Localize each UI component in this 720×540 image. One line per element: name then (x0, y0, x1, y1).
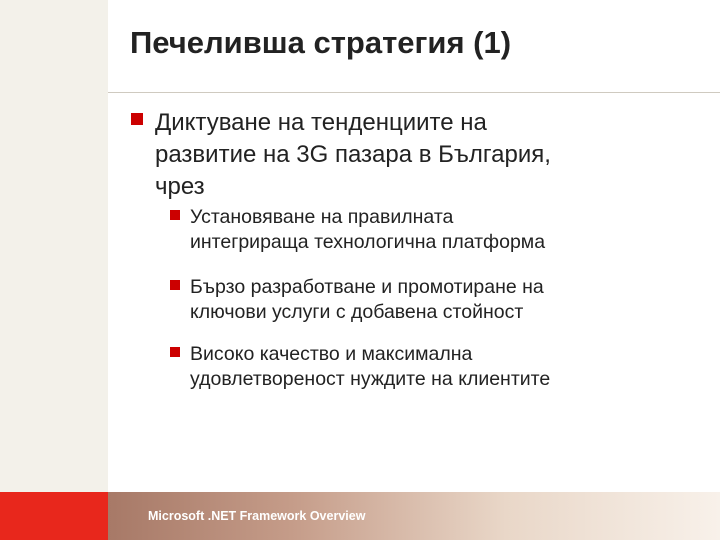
title-divider (108, 92, 720, 93)
main-bullet-line: чрез (155, 173, 205, 200)
sub-bullet-line: ключови услуги с добавена стойност (190, 301, 524, 323)
sub-bullet-line: интегрираща технологична платформа (190, 231, 546, 253)
square-bullet-icon (170, 280, 180, 290)
sub-bullet-text (190, 275, 700, 325)
sub-bullet-text (190, 342, 700, 392)
sub-bullet-line: Високо качество и максимална (190, 343, 473, 365)
main-bullet-line: Диктуване на тенденциите на (155, 109, 487, 136)
square-bullet-icon (131, 113, 143, 125)
sub-bullet-text (190, 205, 700, 255)
sub-bullet-line: Установяване на правилната (190, 206, 454, 228)
slide-title: Печеливша стратегия (1) (130, 25, 512, 60)
square-bullet-icon (170, 210, 180, 220)
sub-bullet-line: Бързо разработване и промотиране на (190, 276, 544, 298)
footer-text: Microsoft .NET Framework Overview (148, 509, 366, 523)
left-sidebar-strip (0, 0, 108, 492)
main-bullet-line: развитие на 3G пазара в България, (155, 141, 551, 168)
main-bullet-text (155, 107, 685, 203)
footer-red-block (0, 492, 108, 540)
sub-bullet-line: удовлетвореност нуждите на клиентите (190, 368, 551, 390)
square-bullet-icon (170, 347, 180, 357)
